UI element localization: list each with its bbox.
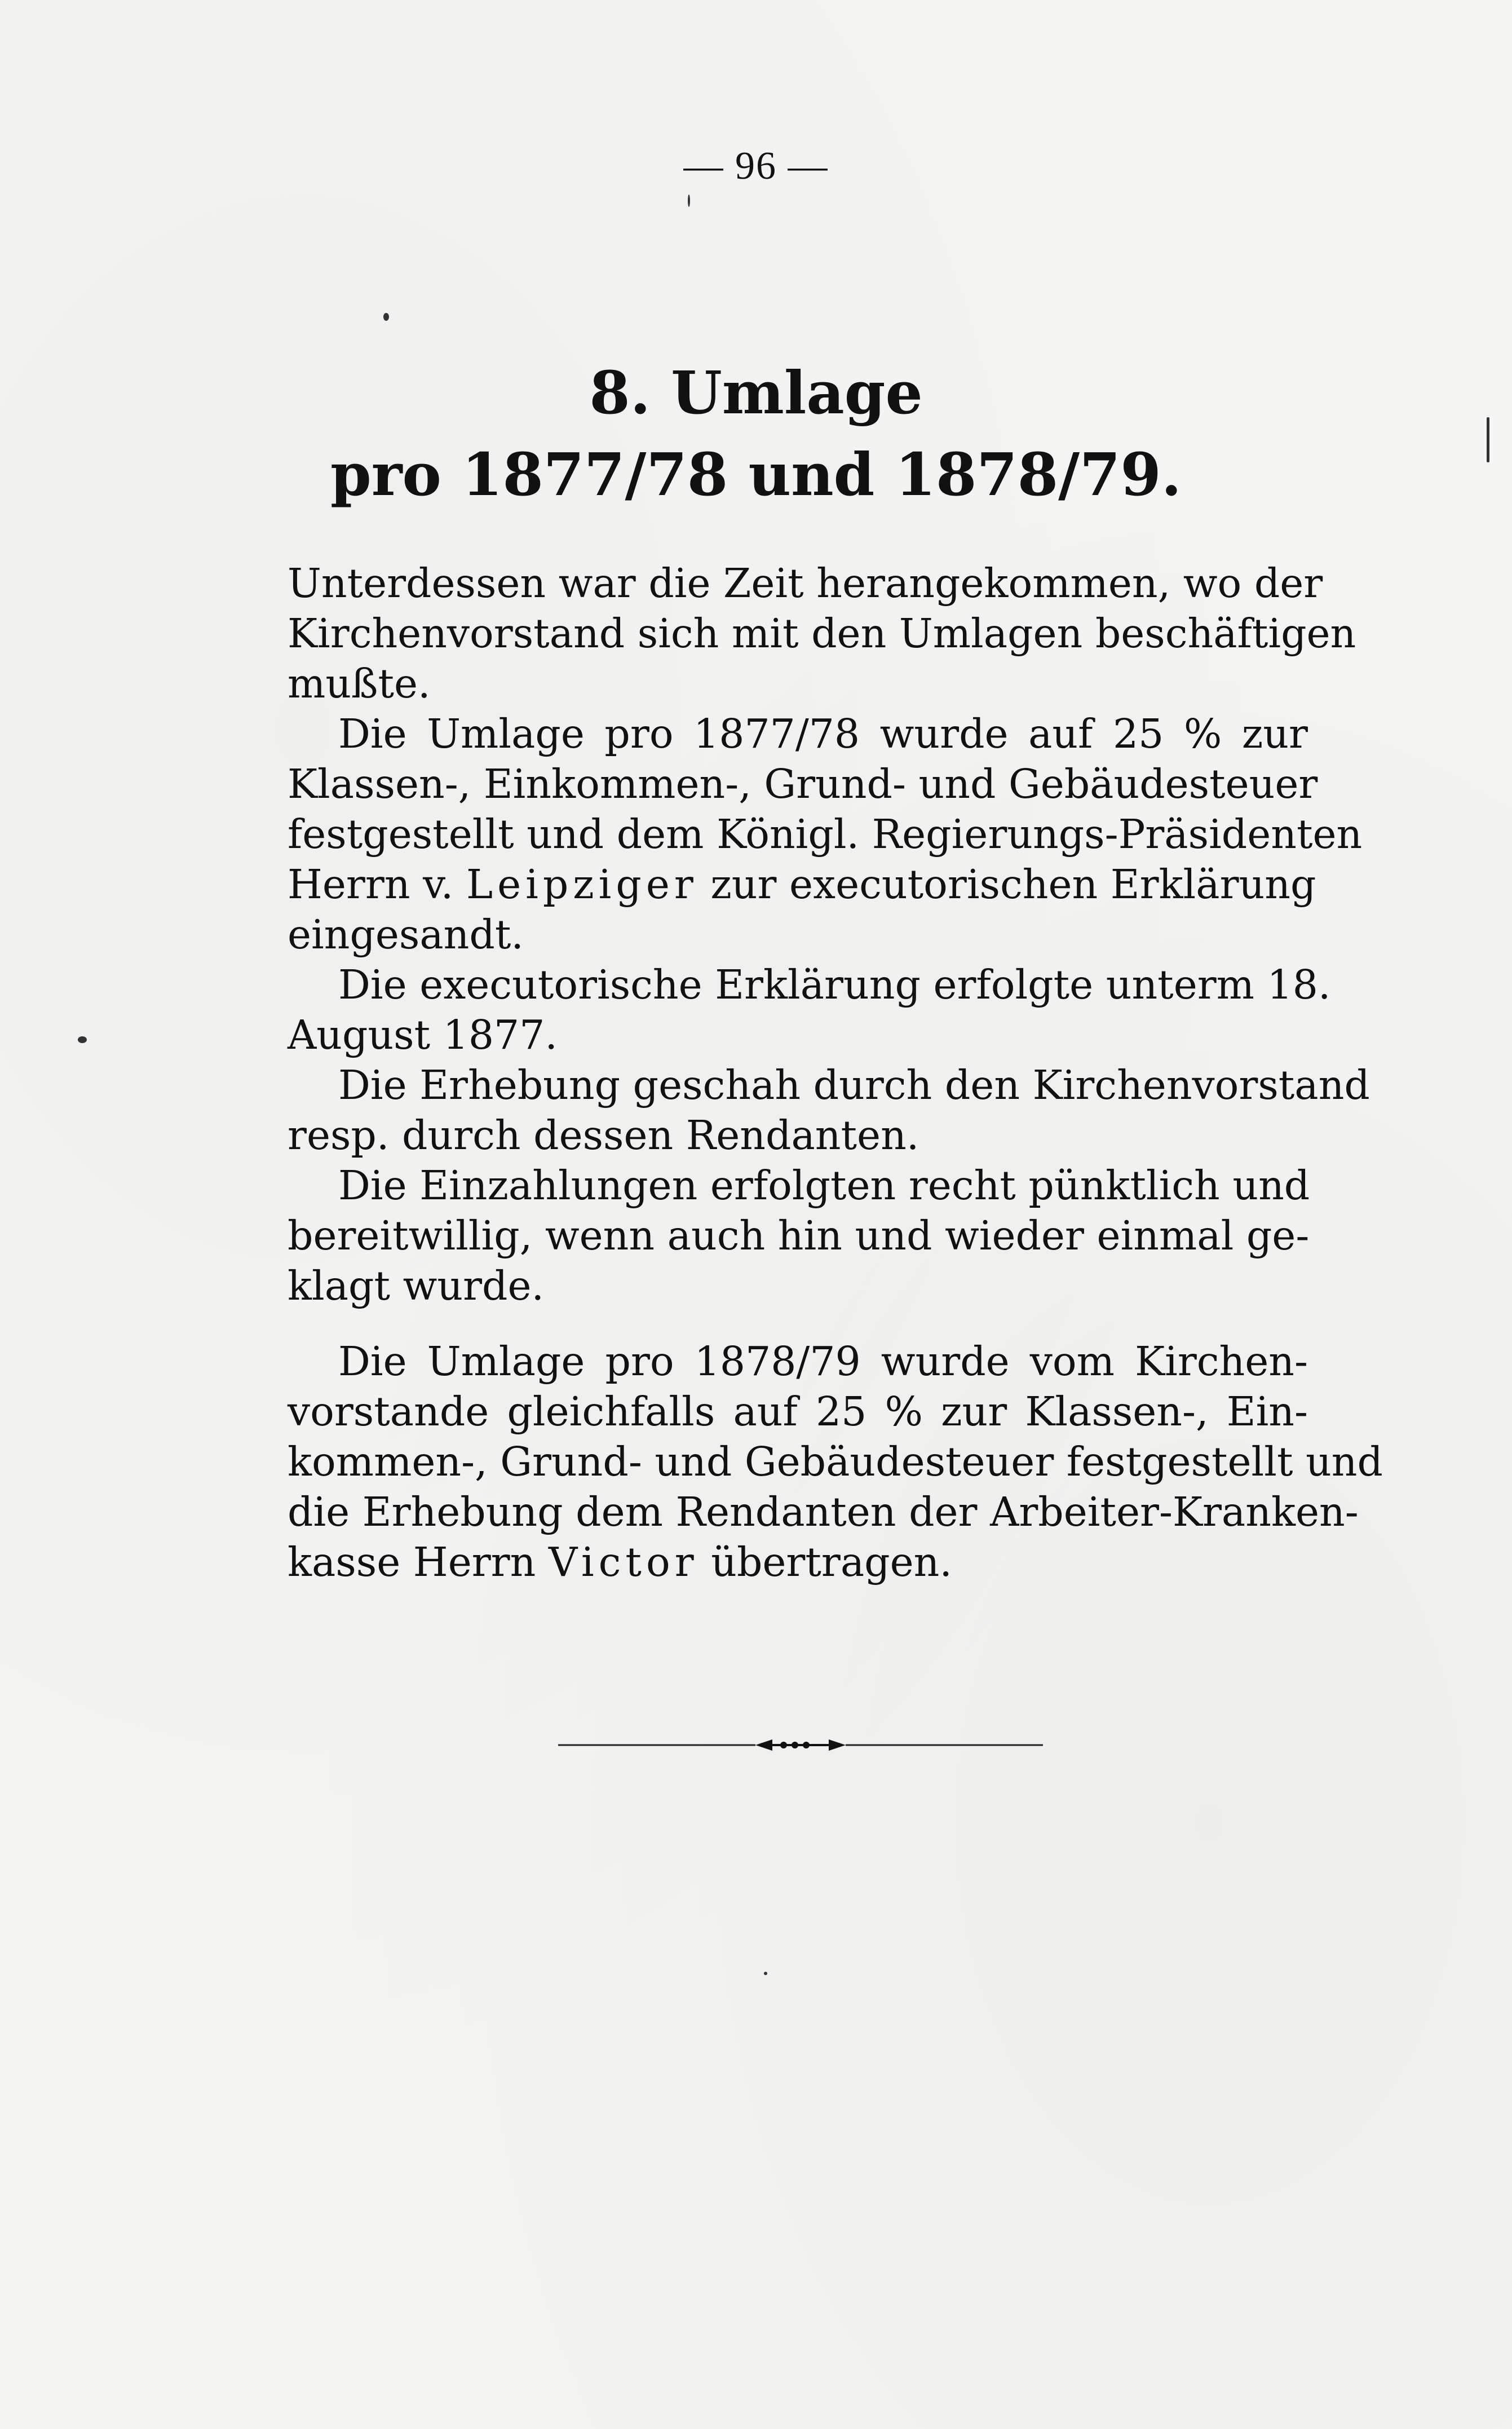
text-line: August 1877.	[288, 1012, 558, 1058]
scan-speck	[764, 1972, 767, 1975]
text-line: kommen-, Grund- und Gebäudesteuer festgestellt und	[288, 1438, 1383, 1485]
text-line: mußte.	[288, 660, 431, 707]
text-line: Die Umlage pro 1877/78 wurde auf 25 % zur	[338, 710, 1308, 757]
text-line: Die Umlage pro 1878/79 wurde vom Kirchen-	[338, 1338, 1308, 1385]
text-line: bereitwillig, wenn auch hin und wieder einmal ge-	[288, 1212, 1310, 1259]
text-line: Unterdessen war die Zeit herangekommen, wo der	[288, 560, 1323, 607]
text-line: Die Erhebung geschah durch den Kirchenvorstand	[338, 1062, 1370, 1108]
text-line: resp. durch dessen Rendanten.	[288, 1112, 919, 1159]
text-line: Die Einzahlungen erfolgten recht pünktlich und	[338, 1162, 1310, 1209]
body-text	[288, 558, 1383, 1587]
text-line-with-name	[288, 1537, 1308, 1587]
text-line-with-name	[288, 859, 1316, 909]
scan-speck	[383, 313, 389, 321]
text-line: klagt wurde.	[288, 1262, 545, 1309]
page-number: — 96 —	[683, 144, 829, 188]
text-line: die Erhebung dem Rendanten der Arbeiter-Kranken-	[288, 1489, 1359, 1535]
end-ornament	[558, 1734, 1043, 1756]
person-name-leipziger: Leipziger	[466, 861, 698, 908]
name-prefix: kasse Herrn	[288, 1539, 536, 1586]
scan-speck	[1487, 417, 1489, 462]
section-subtitle: pro 1877/78 und 1878/79.	[330, 440, 1182, 509]
text-line: Die executorische Erklärung erfolgte unterm 18.	[338, 961, 1331, 1008]
text-fragment: übertragen.	[711, 1539, 952, 1586]
name-prefix: Herrn v.	[288, 861, 454, 908]
text-fragment: zur executorischen Erklärung	[710, 861, 1316, 908]
scan-speck	[78, 1036, 87, 1043]
scan-speck	[688, 195, 690, 207]
text-line: Klassen-, Einkommen-, Grund- und Gebäudesteuer	[288, 761, 1318, 807]
section-title: 8. Umlage	[589, 358, 923, 427]
text-line: eingesandt.	[288, 911, 524, 958]
text-line: vorstande gleichfalls auf 25 % zur Klassen-, Ein-	[288, 1388, 1308, 1435]
person-name-victor: Victor	[548, 1539, 698, 1586]
paragraph-gap	[288, 1311, 1308, 1336]
text-line: festgestellt und dem Königl. Regierungs-Präsidenten	[288, 811, 1363, 858]
text-line: Kirchenvorstand sich mit den Umlagen beschäftigen	[288, 610, 1356, 657]
